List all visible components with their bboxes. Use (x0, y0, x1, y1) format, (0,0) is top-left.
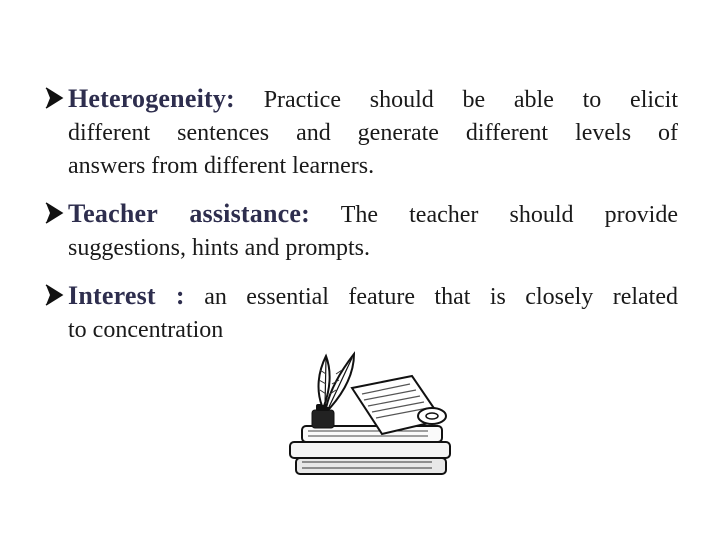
bullet-text: The teacher should provide (340, 202, 678, 228)
bullet-text: an essential feature that is closely related (204, 284, 678, 310)
arrow-bullet-icon (44, 201, 64, 225)
bullet-text: answers from different learners. (68, 153, 375, 179)
bullet-line (68, 279, 678, 314)
bullet-list (44, 82, 678, 361)
bullet-line (68, 314, 678, 347)
arrow-bullet-icon (44, 283, 64, 307)
bullet-teacher-assistance (44, 197, 678, 265)
quill-scroll-books-icon (282, 350, 462, 490)
bullet-heterogeneity (44, 82, 678, 183)
bullet-term: Interest : (68, 281, 185, 310)
bullet-term: Teacher assistance: (68, 199, 310, 228)
bullet-line (68, 232, 678, 265)
bullet-line (68, 82, 678, 117)
bullet-term: Heterogeneity: (68, 84, 235, 113)
arrow-bullet-icon (44, 86, 64, 110)
bullet-line (68, 117, 678, 150)
bullet-interest (44, 279, 678, 347)
bullet-line (68, 150, 678, 183)
bullet-text: suggestions, hints and prompts. (68, 235, 371, 261)
bullet-text: different sentences and generate different levels of (68, 120, 678, 146)
bullet-text: to concentration (68, 317, 224, 343)
bullet-line (68, 197, 678, 232)
bullet-text: Practice should be able to elicit (263, 87, 679, 113)
